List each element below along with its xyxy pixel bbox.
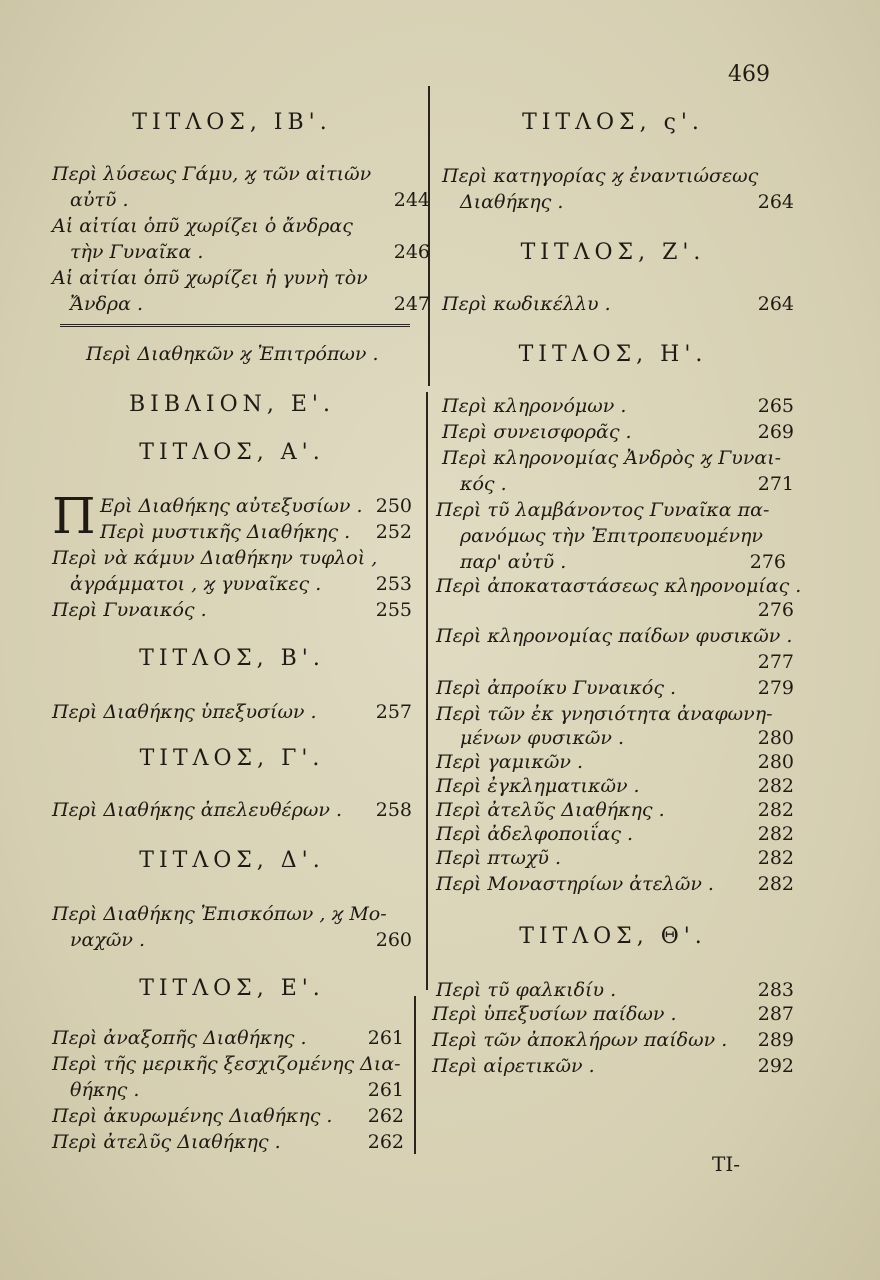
entry-text: Περὶ τῶν ἀποκλήρων παίδων . [432,1029,728,1051]
catchword: ΤΙ- [712,1152,740,1176]
entry-text: Περὶ κωδικέλλυ . [442,293,611,315]
entry-text: Περὶ Διαθήκης Ἐπισκόπων , ϗ Μο- [52,903,387,925]
column-rule-lower [414,996,416,1154]
entry-text: Περὶ ἀναξοπῆς Διαθήκης . [52,1027,307,1049]
entry-text: Διαθήκης . [460,191,564,213]
entry-text: Περὶ πτωχῦ . [436,847,562,869]
entry-text: Περὶ μυστικῆς Διαθήκης . [100,521,351,543]
entry-text: κός . [460,473,507,495]
entry-page-number: 247 [393,293,430,315]
entry-text: Περὶ λύσεως Γάμυ, ϗ τῶν αἰτιῶν [52,163,372,185]
entry-page-number: 280 [757,751,794,773]
entry-page-number: 264 [757,293,794,315]
entry-text: Περὶ αἱρετικῶν . [432,1055,595,1077]
entry-text: Περὶ κληρονομίας Ἀνδρὸς ϗ Γυναι- [442,447,782,469]
entry-page-number: 282 [757,823,794,845]
entry-text: Περὶ ἀποκαταστάσεως κληρονομίας . [436,575,802,597]
entry-page-number: 244 [393,189,430,211]
entry-page-number: 258 [375,799,412,821]
entry-text: ναχῶν . [70,929,146,951]
entry-text: Περὶ Διαθήκης ἀπελευθέρων . [52,799,343,821]
entry-text: Περὶ τῆς μερικῆς ξεσχιζομένης Δια- [52,1053,401,1075]
entry-page-number: 252 [375,521,412,543]
entry-text: ρανόμως τὴν Ἐπιτροπευομένην [460,525,763,547]
entry-text: Ἄνδρα . [70,293,144,315]
title-d-heading: ΤΙΤΛΟΣ, Δ'. [139,848,325,873]
entry-text: Περὶ τῦ λαμβάνοντος Γυναῖκα πα- [436,499,770,521]
entry-text: Περὶ ἀτελῦς Διαθήκης . [436,799,665,821]
entry-text: Περὶ ἀτελῦς Διαθήκης . [52,1131,281,1153]
entry-page-number: 287 [757,1003,794,1025]
ornamental-rule [60,324,410,327]
entry-text: Περὶ συνεισφορᾶς . [442,421,632,443]
entry-text: Περὶ Διαθήκης ὑπεξυσίων . [52,701,317,723]
title-th-heading: ΤΙΤΛΟΣ, Θ'. [519,924,707,949]
entry-page-number: 262 [367,1131,404,1153]
entry-text: τὴν Γυναῖκα . [70,241,204,263]
entry-text: Περὶ Μοναστηρίων ἀτελῶν . [436,873,714,895]
column-rule-upper [428,86,430,386]
entry-page-number: 283 [757,979,794,1001]
entry-text: παρ' αὐτῦ . [460,551,567,573]
entry-page-number: 257 [375,701,412,723]
page-number: 469 [728,62,770,87]
entry-page-number: 276 [757,599,794,621]
entry-page-number: 289 [757,1029,794,1051]
entry-page-number: 269 [757,421,794,443]
entry-text: Αἱ αἰτίαι ὁπῦ χωρίζει ὁ ἄνδρας [52,215,353,237]
entry-text: Περὶ τῶν ἐκ γνησιότητα ἀναφωνη- [436,703,773,725]
entry-page-number: 260 [375,929,412,951]
entry-text: Περὶ κληρονομίας παίδων φυσικῶν . [436,625,793,647]
entry-text: Αἱ αἰτίαι ὁπῦ χωρίζει ἡ γυνὴ τὸν [52,267,368,289]
entry-page-number: 265 [757,395,794,417]
title-h-heading: ΤΙΤΛΟΣ, Η'. [518,342,708,367]
entry-page-number: 279 [757,677,794,699]
entry-page-number: 261 [367,1079,404,1101]
title-ib-heading: ΤΙΤΛΟΣ, ΙΒ'. [132,110,332,135]
entry-page-number: 250 [375,495,412,517]
entry-text: Περὶ νὰ κάμυν Διαθήκην τυφλοὶ , [52,547,378,569]
entry-text: αὐτῦ . [70,189,129,211]
title-z-heading: ΤΙΤΛΟΣ, Ζ'. [520,240,706,265]
entry-text: Περὶ ὑπεξυσίων παίδων . [432,1003,677,1025]
entry-page-number: 255 [375,599,412,621]
entry-text: Περὶ γαμικῶν . [436,751,583,773]
entry-text: Περὶ ἐγκληματικῶν . [436,775,640,797]
entry-text: Περὶ Γυναικός . [52,599,207,621]
entry-page-number: 282 [757,873,794,895]
entry-page-number: 292 [757,1055,794,1077]
entry-page-number: 282 [757,847,794,869]
section-header-text: Περὶ Διαθηκῶν ϗ Ἐπιτρόπων . [86,343,379,365]
drop-cap: Π [52,487,96,545]
title-a-heading: ΤΙΤΛΟΣ, Α'. [139,440,325,465]
book-heading: ΒΙΒΛΙΟΝ, Ε'. [129,392,335,417]
entry-page-number: 276 [749,551,786,573]
entry-text: ἀγράμματοι , ϗ γυναῖκες . [70,573,322,595]
title-st-heading: ΤΙΤΛΟΣ, ς'. [522,110,704,135]
entry-text: μένων φυσικῶν . [460,727,625,749]
title-g-heading: ΤΙΤΛΟΣ, Γ'. [139,746,325,771]
entry-text: Περὶ ἀδελφοποιΐας . [436,823,634,845]
entry-text: Περὶ ἀπροίκυ Γυναικός . [436,677,677,699]
entry-text: Περὶ ἀκυρωμένης Διαθήκης . [52,1105,333,1127]
entry-page-number: 246 [393,241,430,263]
entry-page-number: 282 [757,775,794,797]
entry-text: Περὶ κατηγορίας ϗ ἐναντιώσεως [442,165,759,187]
title-b-heading: ΤΙΤΛΟΣ, Β'. [139,646,325,671]
entry-page-number: 282 [757,799,794,821]
entry-text: Περὶ κληρονόμων . [442,395,627,417]
entry-page-number: 280 [757,727,794,749]
entry-page-number: 262 [367,1105,404,1127]
entry-page-number: 261 [367,1027,404,1049]
entry-text: θήκης . [70,1079,140,1101]
entry-text: Ερὶ Διαθήκης αὐτεξυσίων . [100,495,363,517]
entry-text: Περὶ τῦ φαλκιδίυ . [436,979,617,1001]
entry-page-number: 253 [375,573,412,595]
entry-page-number: 264 [757,191,794,213]
column-rule-middle [426,392,428,990]
title-e-heading: ΤΙΤΛΟΣ, Ε'. [139,976,325,1001]
entry-page-number: 277 [757,651,794,673]
entry-page-number: 271 [757,473,794,495]
